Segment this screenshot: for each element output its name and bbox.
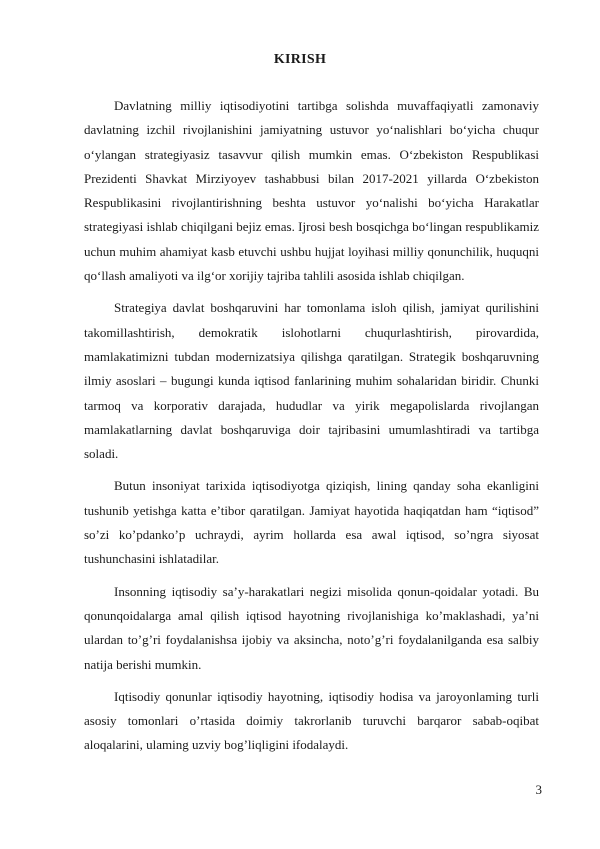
paragraph-2: Strategiya davlat boshqaruvini har tomonlama isloh qilish, jamiyat qurilishini takomillashtirish, demokratik islohotlarni chuqurlashtirish, pirovardida, mamlakatimizni tubdan modernizatsiya qilishga qaratilgan. Strategik boshqaruvning ilmiy asoslari – bugungi kunda iqtisod fanlarining muhim sohalaridan biridir. Chunki tarmoq va korporativ darajada, hududlar va yirik megapolislarda rivojlangan mamlakatlarning davlat boshqaruviga doir tajribasini umumlashtiradi va tartibga soladi. — [84, 300, 539, 462]
paragraph-4: Insonning iqtisodiy sa’y-harakatlari negizi misolida qonun-qoidalar yotadi. Bu qonunqoidalarga amal qilish iqtisod hayotning rivojlanishiga ko’maklashadi, ya’ni ulardan to’g’ri foydalanishsa ijobiy va aksincha, noto’g’ri foydalanilganda esa salbiy natija berishi mumkin. — [84, 583, 539, 672]
body-text — [84, 94, 539, 766]
paragraph-3: Butun insoniyat tarixida iqtisodiyotga qiziqish, lining qanday soha ekanligini tushunib yetishga katta e’tibor qaratilgan. Jamiyat hayotida haqiqatdan ham “iqtisod” so’zi ko’pdanko’p uchraydi, ayrim hollarda esa awal iqtisod, so’ngra siyosat tushunchasini ishlatadilar. — [84, 478, 539, 567]
page-number: 3 — [535, 782, 542, 797]
paragraph-5: Iqtisodiy qonunlar iqtisodiy hayotning, iqtisodiy hodisa va jaroyonlaming turli asosiy tomonlari o’rtasida doimiy takrorlanib turuvchi barqaror sabab-oqibat aloqalarini, ulaming uzviy bog’liqligini ifodalaydi. — [84, 688, 539, 753]
paragraph-1: Davlatning milliy iqtisodiyotini tartibga solishda muvaffaqiyatli zamonaviy davlatning izchil rivojlanishini jamiyatning ustuvor yo‘nalishlari bo‘yicha chuqur o‘ylangan strategiyasiz tasavvur qilish mumkin emas. O‘zbekiston Respublikasi Prezidenti Shavkat Mirziyoyev tashabbusi bilan 2017-2021 yillarda O‘zbekiston Respublikasini rivojlantirishning beshta ustuvor yo‘nalishi bo‘yicha Harakatlar strategiyasi ishlab chiqilgani bejiz emas. Ijrosi besh bosqichga bo‘lingan respublikamiz uchun muhim ahamiyat kasb etuvchi ushbu hujjat loyihasi milliy qonunchilik, huquqni qo‘llash amaliyoti va ilg‘or xorijiy tajriba tahlili asosida ishlab chiqilgan. — [84, 98, 539, 284]
page-title: KIRISH — [273, 52, 327, 67]
